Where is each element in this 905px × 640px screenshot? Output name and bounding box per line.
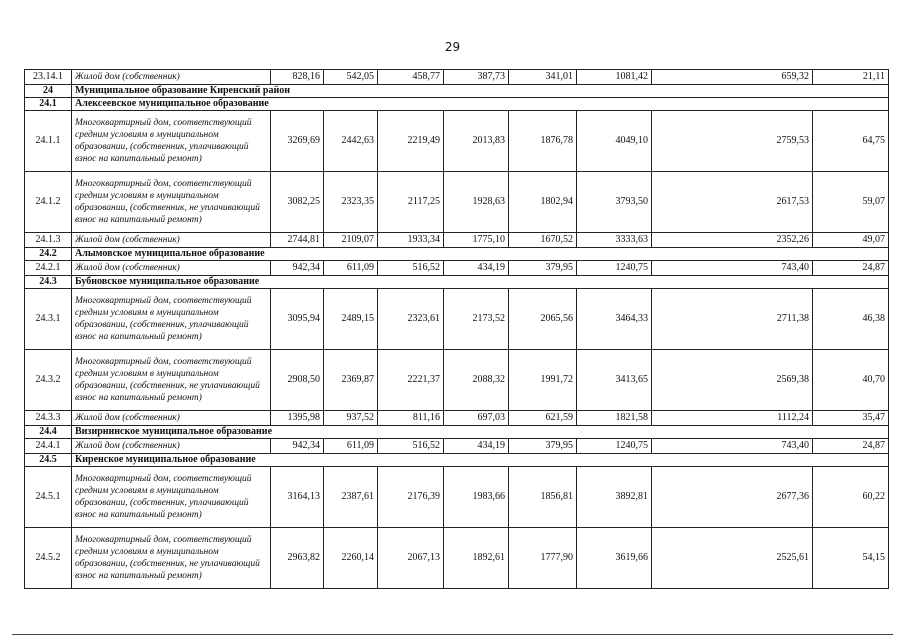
table-row — [25, 439, 889, 454]
value-cell: 2176,39 — [378, 467, 444, 528]
row-code: 24.3.2 — [25, 350, 72, 411]
value-cell: 1876,78 — [509, 111, 577, 172]
row-code: 24.1.1 — [25, 111, 72, 172]
value-cell: 942,34 — [271, 261, 324, 276]
value-cell: 2065,56 — [509, 289, 577, 350]
value-cell: 516,52 — [378, 261, 444, 276]
value-cell: 942,34 — [271, 439, 324, 454]
value-cell: 1802,94 — [509, 172, 577, 233]
value-cell: 3095,94 — [271, 289, 324, 350]
value-cell: 2677,36 — [652, 467, 813, 528]
value-cell: 828,16 — [271, 70, 324, 85]
value-cell: 3619,66 — [577, 528, 652, 589]
row-description: Многоквартирный дом, соответствующий средним условиям в муниципальном образовании, (собственник, не уплачивающий взнос на капитальный ремонт) — [72, 172, 271, 233]
value-cell: 2569,38 — [652, 350, 813, 411]
value-cell: 2369,87 — [324, 350, 378, 411]
value-cell: 1933,34 — [378, 233, 444, 248]
section-row — [25, 85, 889, 98]
value-cell: 743,40 — [652, 439, 813, 454]
value-cell: 2088,32 — [444, 350, 509, 411]
section-row — [25, 98, 889, 111]
value-cell: 35,47 — [813, 411, 889, 426]
value-cell: 40,70 — [813, 350, 889, 411]
value-cell: 743,40 — [652, 261, 813, 276]
value-cell: 24,87 — [813, 439, 889, 454]
value-cell: 3413,65 — [577, 350, 652, 411]
section-title: Визирнинское муниципальное образование — [72, 426, 889, 439]
value-cell: 1928,63 — [444, 172, 509, 233]
section-row — [25, 426, 889, 439]
value-cell: 2117,25 — [378, 172, 444, 233]
value-cell: 21,11 — [813, 70, 889, 85]
value-cell: 3793,50 — [577, 172, 652, 233]
value-cell: 542,05 — [324, 70, 378, 85]
value-cell: 1081,42 — [577, 70, 652, 85]
value-cell: 2908,50 — [271, 350, 324, 411]
value-cell: 2711,38 — [652, 289, 813, 350]
tariff-table — [24, 69, 889, 589]
table-body — [25, 70, 889, 589]
value-cell: 1856,81 — [509, 467, 577, 528]
row-description: Многоквартирный дом, соответствующий средним условиям в муниципальном образовании, (собственник, не уплачивающий взнос на капитальный ремонт) — [72, 528, 271, 589]
value-cell: 1777,90 — [509, 528, 577, 589]
value-cell: 458,77 — [378, 70, 444, 85]
value-cell: 1821,58 — [577, 411, 652, 426]
row-code: 24.5.1 — [25, 467, 72, 528]
value-cell: 3333,63 — [577, 233, 652, 248]
row-code: 24.2 — [25, 248, 72, 261]
value-cell: 2759,53 — [652, 111, 813, 172]
value-cell: 2963,82 — [271, 528, 324, 589]
value-cell: 516,52 — [378, 439, 444, 454]
value-cell: 2013,83 — [444, 111, 509, 172]
value-cell: 1892,61 — [444, 528, 509, 589]
value-cell: 937,52 — [324, 411, 378, 426]
page-number: 29 — [444, 40, 461, 54]
value-cell: 3464,33 — [577, 289, 652, 350]
table-row — [25, 289, 889, 350]
value-cell: 2352,26 — [652, 233, 813, 248]
value-cell: 2323,61 — [378, 289, 444, 350]
row-code: 24.1.2 — [25, 172, 72, 233]
section-row — [25, 276, 889, 289]
value-cell: 3269,69 — [271, 111, 324, 172]
row-code: 24.5.2 — [25, 528, 72, 589]
section-title: Алымовское муниципальное образование — [72, 248, 889, 261]
value-cell: 1240,75 — [577, 261, 652, 276]
value-cell: 2219,49 — [378, 111, 444, 172]
row-description: Жилой дом (собственник) — [72, 439, 271, 454]
value-cell: 434,19 — [444, 261, 509, 276]
section-row — [25, 454, 889, 467]
value-cell: 60,22 — [813, 467, 889, 528]
value-cell: 2387,61 — [324, 467, 378, 528]
row-code: 24.2.1 — [25, 261, 72, 276]
value-cell: 2525,61 — [652, 528, 813, 589]
value-cell: 49,07 — [813, 233, 889, 248]
value-cell: 64,75 — [813, 111, 889, 172]
value-cell: 621,59 — [509, 411, 577, 426]
value-cell: 811,16 — [378, 411, 444, 426]
value-cell: 2067,13 — [378, 528, 444, 589]
row-code: 24.1.3 — [25, 233, 72, 248]
row-code: 24.1 — [25, 98, 72, 111]
row-code: 24.4.1 — [25, 439, 72, 454]
row-code: 24.3 — [25, 276, 72, 289]
table-row — [25, 411, 889, 426]
value-cell: 379,95 — [509, 439, 577, 454]
value-cell: 2323,35 — [324, 172, 378, 233]
table-row — [25, 528, 889, 589]
value-cell: 2617,53 — [652, 172, 813, 233]
row-description: Многоквартирный дом, соответствующий средним условиям в муниципальном образовании, (собственник, уплачивающий взнос на капитальный ремонт) — [72, 467, 271, 528]
row-code: 24.3.1 — [25, 289, 72, 350]
row-code: 24.5 — [25, 454, 72, 467]
row-description: Многоквартирный дом, соответствующий средним условиям в муниципальном образовании, (собственник, уплачивающий взнос на капитальный ремонт) — [72, 111, 271, 172]
section-title: Муниципальное образование Киренский район — [72, 85, 889, 98]
value-cell: 379,95 — [509, 261, 577, 276]
value-cell: 3082,25 — [271, 172, 324, 233]
value-cell: 2221,37 — [378, 350, 444, 411]
value-cell: 1670,52 — [509, 233, 577, 248]
row-description: Жилой дом (собственник) — [72, 411, 271, 426]
table-row — [25, 350, 889, 411]
row-description: Многоквартирный дом, соответствующий средним условиям в муниципальном образовании, (собственник, не уплачивающий взнос на капитальный ремонт) — [72, 350, 271, 411]
value-cell: 611,09 — [324, 261, 378, 276]
section-title: Бубновское муниципальное образование — [72, 276, 889, 289]
value-cell: 3892,81 — [577, 467, 652, 528]
value-cell: 2173,52 — [444, 289, 509, 350]
row-description: Многоквартирный дом, соответствующий средним условиям в муниципальном образовании, (собственник, уплачивающий взнос на капитальный ремонт) — [72, 289, 271, 350]
row-description: Жилой дом (собственник) — [72, 233, 271, 248]
value-cell: 1991,72 — [509, 350, 577, 411]
value-cell: 2744,81 — [271, 233, 324, 248]
table-row — [25, 111, 889, 172]
row-code: 24.4 — [25, 426, 72, 439]
section-title: Алексеевское муниципальное образование — [72, 98, 889, 111]
table-row — [25, 467, 889, 528]
value-cell: 46,38 — [813, 289, 889, 350]
table-row — [25, 233, 889, 248]
row-code: 24.3.3 — [25, 411, 72, 426]
value-cell: 24,87 — [813, 261, 889, 276]
section-title: Киренское муниципальное образование — [72, 454, 889, 467]
value-cell: 2260,14 — [324, 528, 378, 589]
table-row — [25, 70, 889, 85]
row-code: 24 — [25, 85, 72, 98]
value-cell: 2109,07 — [324, 233, 378, 248]
value-cell: 1240,75 — [577, 439, 652, 454]
value-cell: 2489,15 — [324, 289, 378, 350]
value-cell: 3164,13 — [271, 467, 324, 528]
row-code: 23.14.1 — [25, 70, 72, 85]
value-cell: 4049,10 — [577, 111, 652, 172]
value-cell: 1775,10 — [444, 233, 509, 248]
row-description: Жилой дом (собственник) — [72, 70, 271, 85]
value-cell: 1112,24 — [652, 411, 813, 426]
value-cell: 1395,98 — [271, 411, 324, 426]
value-cell: 697,03 — [444, 411, 509, 426]
table-row — [25, 172, 889, 233]
value-cell: 2442,63 — [324, 111, 378, 172]
section-row — [25, 248, 889, 261]
row-description: Жилой дом (собственник) — [72, 261, 271, 276]
value-cell: 387,73 — [444, 70, 509, 85]
table-row — [25, 261, 889, 276]
value-cell: 1983,66 — [444, 467, 509, 528]
page-bottom-rule — [12, 634, 893, 635]
value-cell: 611,09 — [324, 439, 378, 454]
value-cell: 659,32 — [652, 70, 813, 85]
value-cell: 54,15 — [813, 528, 889, 589]
value-cell: 59,07 — [813, 172, 889, 233]
value-cell: 434,19 — [444, 439, 509, 454]
value-cell: 341,01 — [509, 70, 577, 85]
